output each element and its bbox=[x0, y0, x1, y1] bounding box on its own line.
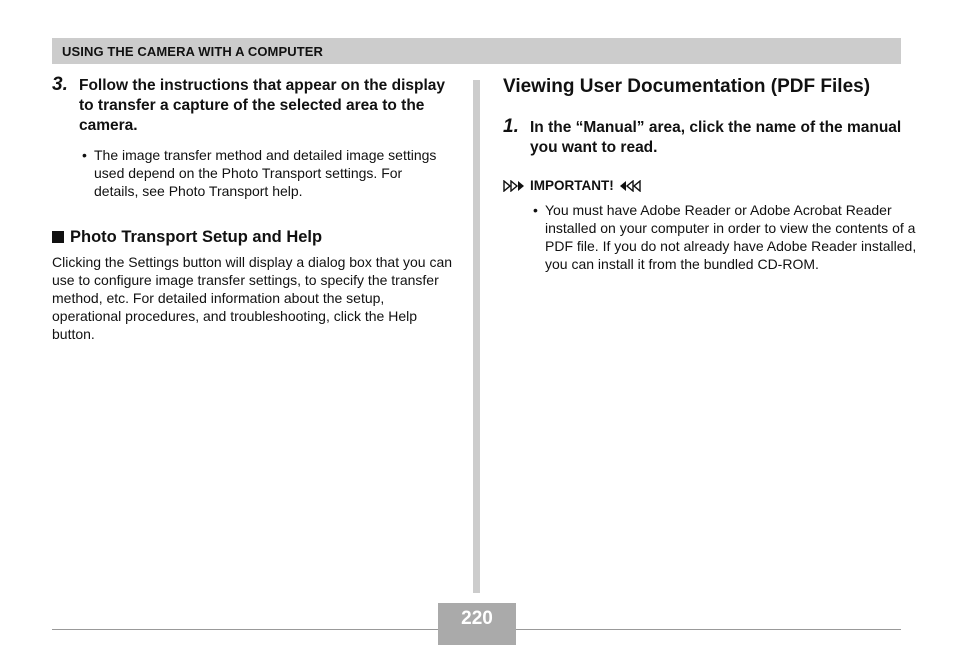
bullet-text: The image transfer method and detailed image settings used depend on the Photo Transport settings. For details, see Photo Transport help. bbox=[94, 147, 437, 199]
right-column bbox=[503, 76, 917, 273]
subsection-heading-text: Photo Transport Setup and Help bbox=[70, 228, 323, 246]
step-1 bbox=[503, 118, 903, 158]
important-label: IMPORTANT! bbox=[530, 178, 614, 193]
step-number: 1. bbox=[503, 116, 519, 137]
subsection-body: Clicking the Settings button will display a dialog box that you can use to configure image transfer settings, to specify the transfer method, etc. For detailed information about the setup, operational procedures, and troubleshooting, click the Help button. bbox=[52, 254, 453, 342]
subsection-heading bbox=[52, 228, 457, 247]
header-title: USING THE CAMERA WITH A COMPUTER bbox=[62, 44, 324, 59]
step-number: 3. bbox=[52, 74, 68, 95]
bullet-item bbox=[79, 146, 439, 200]
important-bullet bbox=[530, 201, 917, 273]
triple-arrow-right-icon bbox=[503, 180, 525, 192]
bullet-dot-icon: • bbox=[82, 147, 87, 163]
step-3 bbox=[52, 76, 457, 136]
important-heading bbox=[503, 178, 903, 193]
bullet-dot-icon: • bbox=[533, 202, 538, 218]
step-text: In the “Manual” area, click the name of the manual you want to read. bbox=[530, 119, 902, 156]
page-number: 220 bbox=[461, 608, 493, 629]
important-bullet-text: You must have Adobe Reader or Adobe Acrobat Reader installed on your computer in order to view the contents of a PDF file. If you do not already have Adobe Reader installed, you can install it from the bundled CD-ROM. bbox=[545, 202, 917, 272]
left-column bbox=[52, 76, 457, 343]
page-number-box bbox=[438, 603, 516, 645]
step-text: Follow the instructions that appear on the display to transfer a capture of the selected area to the camera. bbox=[79, 77, 446, 134]
section-title: Viewing User Documentation (PDF Files) bbox=[503, 76, 871, 97]
column-divider bbox=[473, 80, 480, 593]
triple-arrow-left-icon bbox=[619, 180, 641, 192]
header-bar bbox=[52, 38, 901, 64]
black-square-icon bbox=[52, 231, 64, 243]
